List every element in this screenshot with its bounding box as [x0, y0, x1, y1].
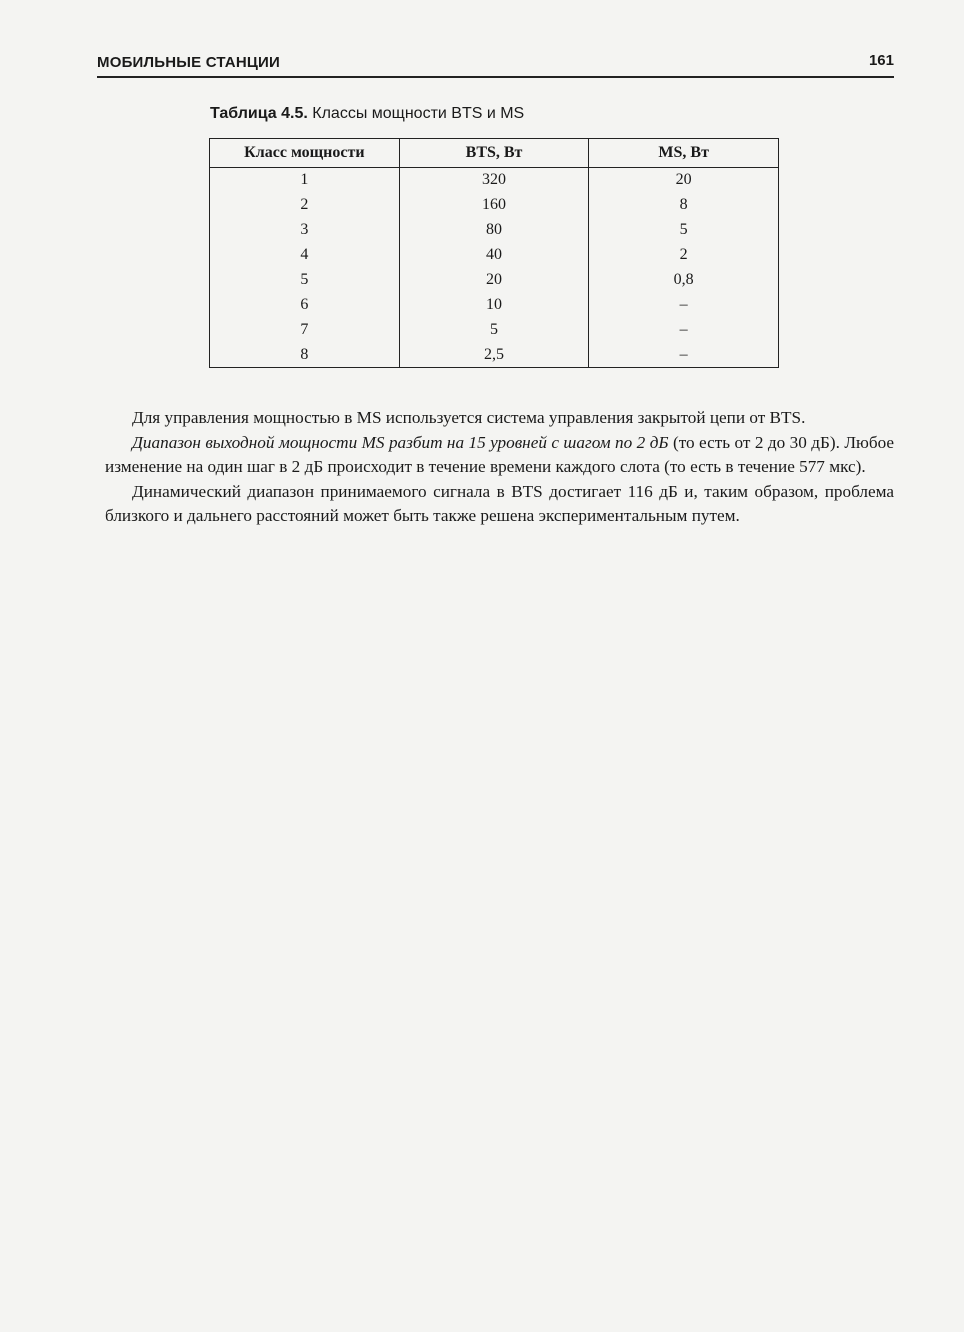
table-caption — [210, 105, 524, 123]
cell-class: 5 — [210, 268, 400, 293]
italic-statement: Диапазон выходной мощности MS разбит на 15 уровней с шагом по 2 дБ — [132, 432, 669, 452]
paragraph-power-control: Для управления мощностью в MS используется система управления закрытой цепи от BTS. — [132, 408, 806, 427]
cell-bts: 10 — [399, 292, 589, 317]
table-row — [210, 218, 779, 243]
cell-ms: 2 — [589, 243, 779, 268]
table-row — [210, 168, 779, 193]
cell-ms: – — [589, 342, 779, 367]
cell-class: 6 — [210, 292, 400, 317]
column-header-bts: BTS, Вт — [399, 139, 589, 168]
column-header-ms: MS, Вт — [589, 139, 779, 168]
power-class-table — [209, 138, 779, 368]
table-row — [210, 292, 779, 317]
cell-ms: 0,8 — [589, 268, 779, 293]
table-row — [210, 342, 779, 367]
cell-bts: 2,5 — [399, 342, 589, 367]
cell-ms: 5 — [589, 218, 779, 243]
cell-ms: – — [589, 317, 779, 342]
cell-ms: – — [589, 292, 779, 317]
paragraph-output-power — [105, 431, 894, 480]
cell-class: 3 — [210, 218, 400, 243]
cell-class: 1 — [210, 168, 400, 193]
paragraph-dynamic-range: Динамический диапазон принимаемого сигнала в BTS достигает 116 дБ и, таким образом, проблема близкого и дальнего расстояний может быть также решена экспериментальным путем. — [105, 481, 894, 526]
table-row — [210, 243, 779, 268]
paragraph-output-power-rest: (то есть от 2 до 30 дБ). Любое изменение на один шаг в 2 дБ происходит в течение времени каждого слота (то есть в течение 577 мкс). — [105, 432, 895, 477]
cell-class: 7 — [210, 317, 400, 342]
cell-bts: 20 — [399, 268, 589, 293]
cell-class: 2 — [210, 193, 400, 218]
cell-class: 8 — [210, 342, 400, 367]
table-caption-label: Таблица 4.5. — [210, 105, 308, 122]
table-row — [210, 193, 779, 218]
cell-bts: 40 — [399, 243, 589, 268]
table-caption-text: Классы мощности BTS и MS — [307, 105, 525, 122]
cell-bts: 80 — [399, 218, 589, 243]
table-row — [210, 317, 779, 342]
page-number: 161 — [868, 52, 894, 69]
cell-ms: 20 — [589, 168, 779, 193]
body-text — [105, 406, 894, 529]
table-row — [210, 268, 779, 293]
cell-bts: 5 — [399, 317, 589, 342]
table-header-row — [210, 139, 779, 168]
cell-class: 4 — [210, 243, 400, 268]
running-header — [97, 50, 894, 78]
cell-bts: 320 — [399, 168, 589, 193]
section-title: МОБИЛЬНЫЕ СТАНЦИИ — [97, 54, 280, 71]
column-header-class: Класс мощности — [210, 139, 400, 168]
cell-bts: 160 — [399, 193, 589, 218]
cell-ms: 8 — [589, 193, 779, 218]
